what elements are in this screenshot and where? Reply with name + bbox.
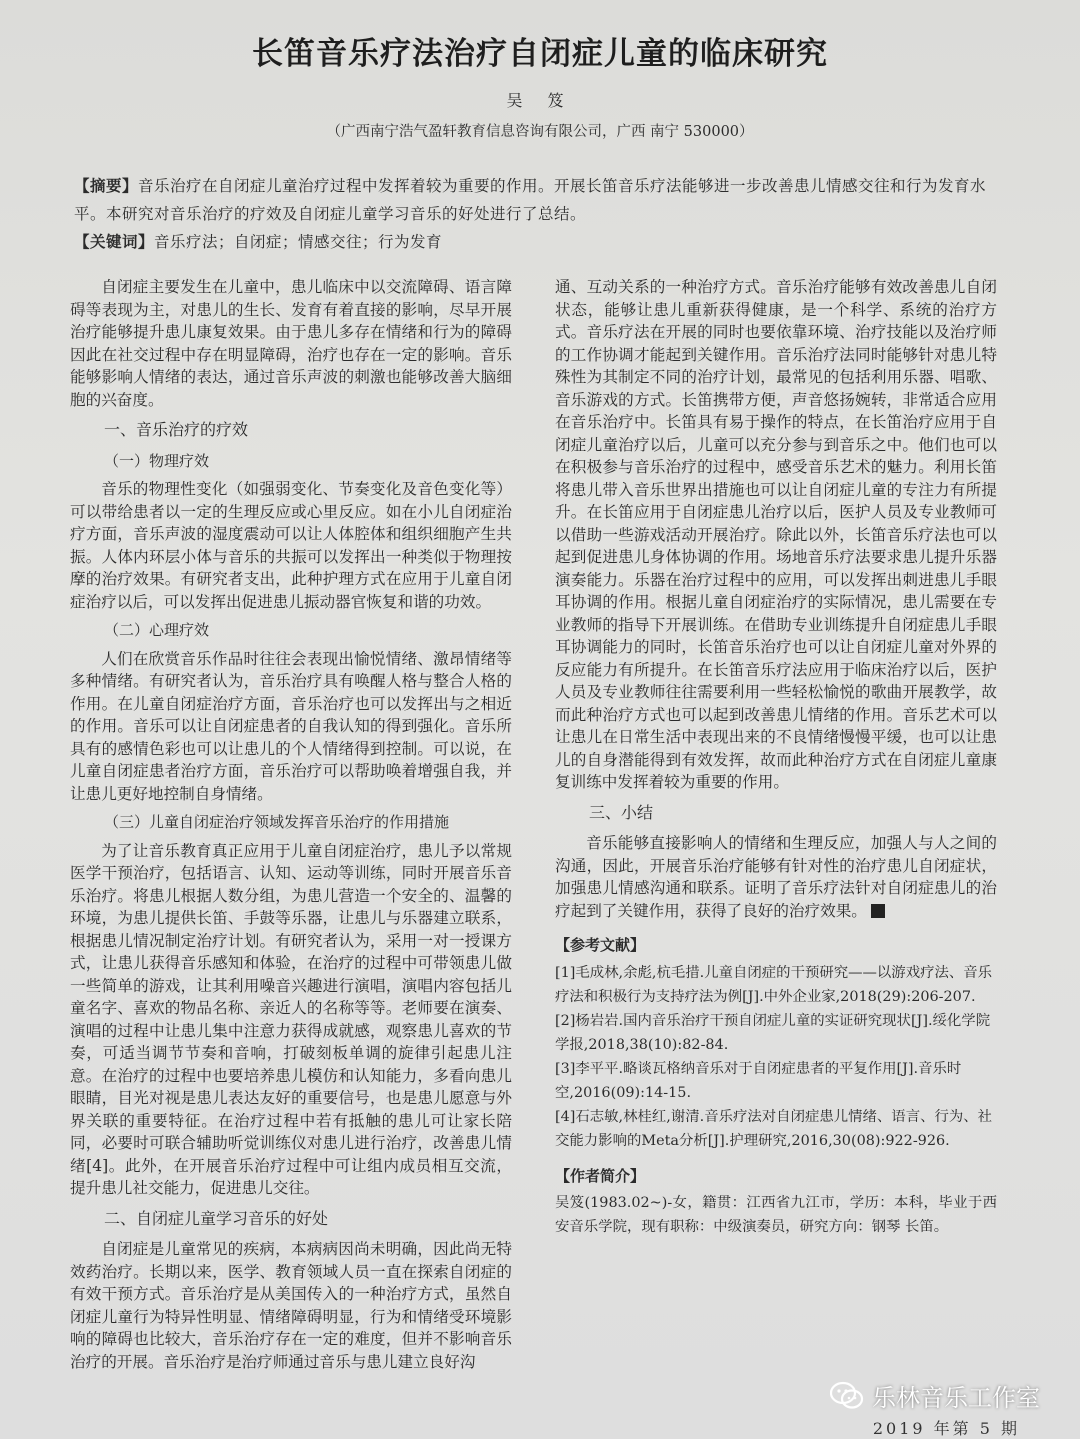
wechat-icon	[830, 1381, 864, 1411]
section-1-3-paragraph: 为了让音乐教育真正应用于儿童自闭症治疗，患儿予以常规医学干预治疗，包括语言、认知、运动等训练，同时开展音乐音乐治疗。将患儿根据人数分组，为患儿营造一个安全的、温馨的环境，为患儿提供长笛、手鼓等乐器，让患儿与乐器建立联系，根据患儿情况制定治疗计划。有研究者认为，采用一对一授课方式，让患儿获得音乐感知和体验，在治疗的过程中可带领患儿做一些简单的游戏，让其利用噪音兴趣进行演唱，演唱内容包括儿童名字、喜欢的物品名称、亲近人的名称等等。老师要在演奏、演唱的过程中让患儿集中注意力获得成就感，观察患儿喜欢的节奏，可适当调节节奏和音响，打破刻板单调的旋律引起患儿注意。在治疗的过程中也要培养患儿模仿和认知能力，多看向患儿眼睛，目光对视是患儿表达友好的重要信号，也是患儿愿意与外界关联的重要特征。在治疗过程中若有抵触的患儿可让家长陪同，必要时可联合辅助听觉训练仪对患儿进行治疗，改善患儿情绪[4]。此外，在开展音乐治疗过程中可让组内成员相互交流，提升患儿社交能力，促进患儿交往。	[70, 841, 512, 1197]
abstract-paragraph	[74, 172, 1014, 228]
abstract-label: 【摘要】	[74, 177, 139, 195]
section-2-continued-paragraph: 通、互动关系的一种治疗方式。音乐治疗能够有效改善患儿自闭状态，能够让患儿重新获得健康，是一个科学、系统的治疗方式。音乐疗法在开展的同时也要依靠环境、治疗技能以及治疗师的工作协调才能起到关键作用。音乐治疗法同时能够针对患儿特殊性为其制定不同的治疗计划，最常见的包括利用乐器、唱歌、音乐游戏的方式。长笛携带方便，声音悠扬婉转，非常适合应用在音乐治疗中。长笛具有易于操作的特点，在长笛治疗应用于自闭症儿童治疗以后，儿童可以充分参与到音乐之中。他们也可以在积极参与音乐治疗的过程中，感受音乐艺术的魅力。利用长笛将患儿带入音乐世界出措施也可以让自闭症儿童的专注力有所提升。在长笛应用于自闭症患儿治疗以后，医护人员及专业教师可以借助一些游戏活动开展治疗。除此以外，长笛音乐疗法也可以起到促进患儿身体协调的作用。场地音乐疗法要求患儿提升乐器演奏能力。乐器在治疗过程中的应用，可以发挥出刺进患儿手眼耳协调的作用。根据儿童自闭症治疗的实际情况，患儿需要在专业教师的指导下开展训练。在借助专业训练提升自闭症患儿手眼耳协调能力的同时，长笛音乐治疗也可以让自闭症儿童对外界的反应能力有所提升。在长笛音乐疗法应用于临床治疗以后，医护人员及专业教师往往需要利用一些轻松愉悦的歌曲开展教学，故而此种治疗方式也可以起到改善患儿情绪的作用。音乐艺术可以让患儿在日常生活中表现出来的不良情绪慢慢平缓，也可以让患儿的自身潜能得到有效发挥，故而此种治疗方式在自闭症儿童康复训练中发挥着较为重要的作用。	[555, 278, 997, 791]
section-3-heading: 三、小结	[589, 802, 654, 822]
section-1-1-heading: （一）物理疗效	[104, 451, 210, 470]
keywords-text: 音乐疗法；自闭症；情感交往；行为发育	[154, 233, 443, 251]
article-title: 长笛音乐疗法治疗自闭症儿童的临床研究	[252, 36, 828, 72]
end-mark-icon	[871, 904, 885, 918]
intro-paragraph: 自闭症主要发生在儿童中，患儿临床中以交流障碍、语言障碍等表现为主，对患儿的生长、发育有着直接的影响，尽早开展治疗能够提升患儿康复效果。由于患儿多存在情绪和行为的障碍因此在社交过程中存在明显障碍，治疗也存在一定的影响。音乐能够影响人情绪的表达，通过音乐声波的刺激也能够改善大脑细胞的兴奋度。	[70, 278, 512, 409]
section-2-heading: 二、自闭症儿童学习音乐的好处	[104, 1208, 329, 1228]
watermark-text: 乐林音乐工作室	[872, 1384, 1040, 1412]
section-3-paragraph	[555, 832, 997, 922]
issue-footer: 2019 年第 5 期	[872, 1419, 1020, 1438]
section-1-3-heading: （三）儿童自闭症治疗领域发挥音乐治疗的作用措施	[104, 813, 450, 831]
section-3-text: 音乐能够直接影响人的情绪和生理反应，加强人与人之间的沟通，因此，开展音乐治疗能够有针对性的治疗患儿自闭症状，加强患儿情感沟通和联系。证明了音乐疗法针对自闭症患儿的治疗起到了关键作用，获得了良好的治疗效果。	[555, 834, 997, 920]
keywords-paragraph	[74, 228, 1014, 256]
reference-item: [4]石志敏,林桂红,谢清.音乐疗法对自闭症患儿情绪、语言、行为、社交能力影响的Meta分析[J].护理研究,2016,30(08):922-926.	[555, 1108, 993, 1149]
section-2-paragraph: 自闭症是儿童常见的疾病，本病病因尚未明确，因此尚无特效药治疗。长期以来，医学、教育领域人员一直在探索自闭症的有效干预方式。音乐治疗是从美国传入的一种治疗方式，虽然自闭症儿童行为特异性明显、情绪障碍明显，行为和情绪受环境影响的障碍也比较大，音乐治疗存在一定的难度，但并不影响音乐治疗的开展。音乐治疗是治疗师通过音乐与患儿建立良好沟	[70, 1240, 512, 1371]
author-bio-heading: 【作者简介】	[555, 1166, 646, 1185]
article-author: 吴 笈	[506, 91, 574, 110]
section-1-2-heading: （二）心理疗效	[104, 621, 210, 639]
abstract-block	[74, 172, 1014, 256]
section-1-heading: 一、音乐治疗的疗效	[104, 420, 249, 439]
section-1-2-paragraph: 人们在欣赏音乐作品时往往会表现出愉悦情绪、激昂情绪等多种情绪。有研究者认为，音乐治疗具有唤醒人格与整合人格的作用。在儿童自闭症治疗方面，音乐治疗也可以发挥出与之相近的作用。音乐可以让自闭症患者的自我认知的得到强化。音乐所具有的感情色彩也可以让患儿的个人情绪得到控制。可以说，在儿童自闭症患者治疗方面，音乐治疗可以帮助唤着增强自我，并让患儿更好地控制自身情绪。	[70, 649, 512, 803]
wechat-watermark	[830, 1378, 1040, 1413]
author-affiliation: （广西南宁浩气盈轩教育信息咨询有限公司，广西 南宁 530000）	[326, 124, 754, 140]
left-column	[70, 276, 512, 1373]
reference-item: [1]毛成林,余彪,杭毛措.儿童自闭症的干预研究——以游戏疗法、音乐疗法和积极行为支持疗法为例[J].中外企业家,2018(29):206-207.	[555, 964, 993, 1005]
author-bio-text: 吴笈(1983.02~)-女，籍贯：江西省九江市，学历：本科，毕业于西安音乐学院，现有职称：中级演奏员，研究方向：钢琴 长笛。	[555, 1195, 997, 1235]
right-column	[555, 276, 997, 1239]
keywords-label: 【关键词】	[74, 233, 155, 251]
abstract-text: 音乐治疗在自闭症儿童治疗过程中发挥着较为重要的作用。开展长笛音乐疗法能够进一步改善患儿情感交往和行为发育水平。本研究对音乐治疗的疗效及自闭症儿童学习音乐的好处进行了总结。	[74, 177, 987, 223]
reference-item: [3]李平平.略谈瓦格纳音乐对于自闭症患者的平复作用[J].音乐时空,2016(09):14-15.	[555, 1060, 962, 1101]
reference-item: [2]杨岩岩.国内音乐治疗干预自闭症儿童的实证研究现状[J].绥化学院学报,2018,38(10):82-84.	[555, 1012, 991, 1053]
references-heading: 【参考文献】	[555, 936, 646, 954]
section-1-1-paragraph: 音乐的物理性变化（如强弱变化、节奏变化及音色变化等）可以带给患者以一定的生理反应或心里反应。如在小儿自闭症治疗方面，音乐声波的湿度震动可以让人体腔体和组织细胞产生共振。人体内环层小体与音乐的共振可以发挥出一种类似于物理按摩的治疗效果。有研究者支出，此种护理方式在应用于儿童自闭症治疗以后，可以发挥出促进患儿振动器官恢复和谐的功效。	[70, 480, 512, 611]
